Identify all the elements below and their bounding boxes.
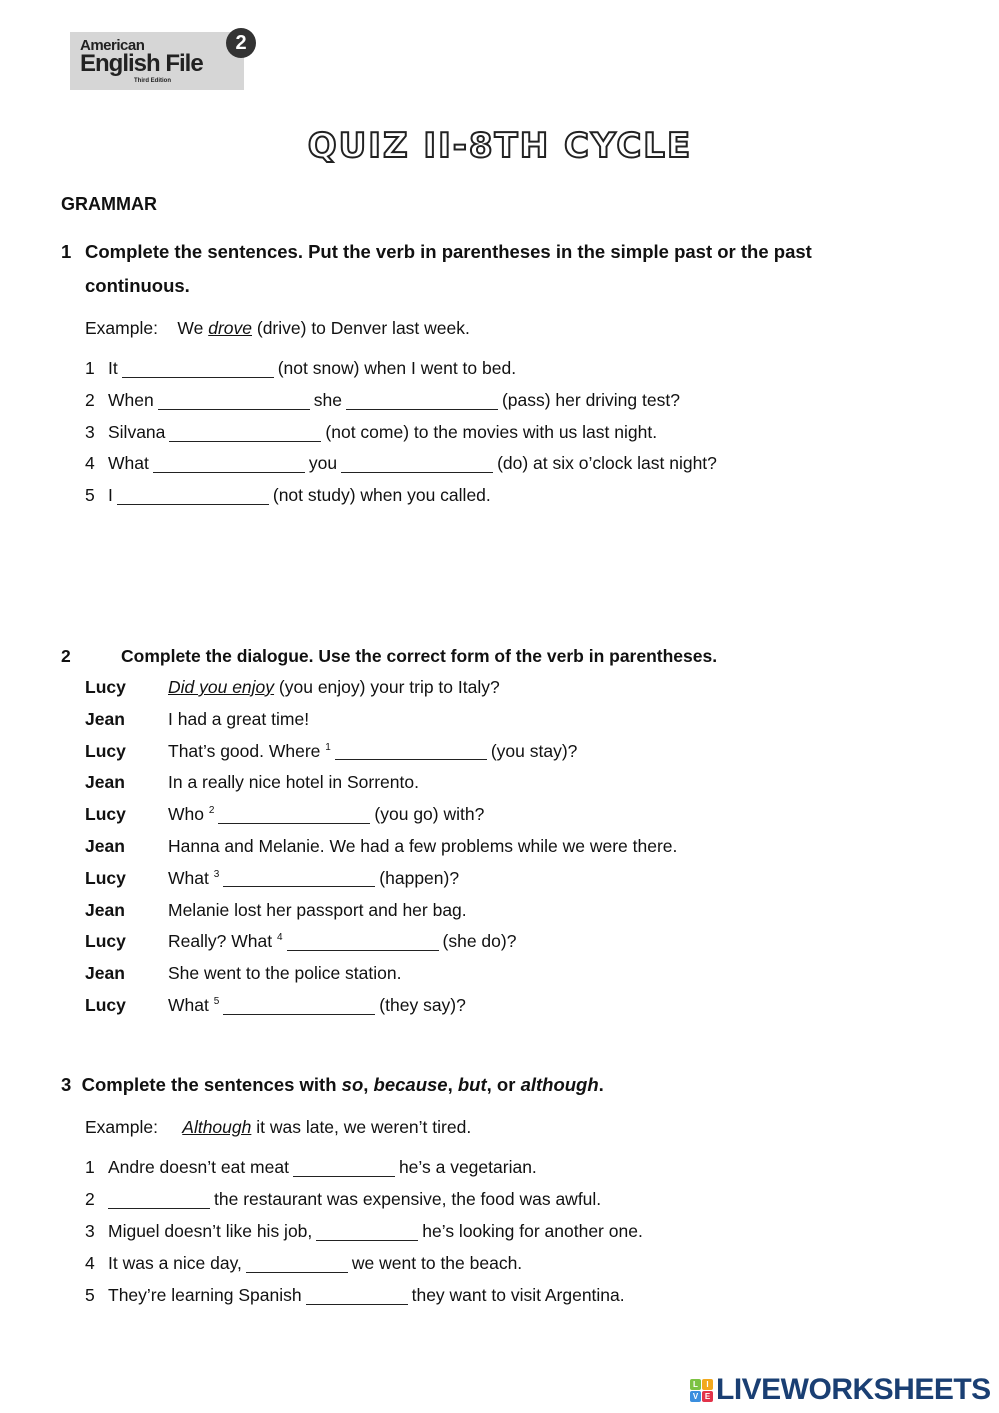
answer-blank[interactable] (108, 1192, 210, 1209)
answer-blank[interactable] (246, 1256, 348, 1273)
line-text: (you enjoy) your trip to Italy? (278, 677, 500, 697)
item-text: we went to the beach. (351, 1253, 523, 1273)
item-text: (not come) to the movies with us last night. (325, 422, 658, 442)
q3-item (0, 1253, 999, 1273)
word-option: because (373, 1074, 448, 1095)
item-text: the restaurant was expensive, the food was awful. (214, 1189, 602, 1209)
line-text: Melanie lost her passport and her bag. (168, 899, 467, 920)
level-bubble-icon: 2 (226, 28, 256, 58)
line-text: In a really nice hotel in Sorrento. (168, 772, 419, 793)
q1-item (0, 422, 999, 442)
example-answer: Although (182, 1117, 252, 1137)
item-text: Silvana (108, 422, 166, 442)
dialogue-line (0, 995, 999, 1015)
line-text: (she do)? (442, 931, 517, 952)
q2-number: 2 (61, 646, 71, 666)
item-number: 3 (213, 868, 220, 880)
dialogue-line (0, 931, 999, 951)
item-number: 4 (276, 932, 283, 944)
brand-name: LIVEWORKSHEETS (716, 1373, 991, 1406)
item-number: 5 (85, 1285, 95, 1305)
word-option: but (457, 1074, 487, 1095)
answer-blank[interactable] (153, 456, 305, 473)
answer-blank[interactable] (341, 456, 493, 473)
item-text: When (108, 390, 154, 410)
item-text: (do) at six o’clock last night? (497, 453, 717, 473)
item-number: 1 (85, 358, 95, 378)
item-number: 3 (85, 422, 95, 442)
item-text: I (108, 485, 113, 505)
q3-instruction: 3 Complete the sentences with so, because, but, or although. (61, 1074, 604, 1095)
example-text: We (177, 318, 204, 338)
logo-line1: American (80, 37, 145, 54)
logo-line2: English File (80, 50, 203, 77)
quiz-title: QUIZ II-8TH CYCLE (307, 126, 693, 166)
speaker: Jean (85, 772, 125, 793)
q3-item (0, 1189, 999, 1209)
word-option: so (341, 1074, 364, 1095)
example-text: (drive) to Denver last week. (256, 318, 470, 338)
answer-blank[interactable] (122, 361, 274, 378)
dialogue-line (0, 836, 999, 856)
item-text: What (108, 453, 149, 473)
answer-blank[interactable] (287, 934, 439, 951)
item-text: she (313, 390, 342, 410)
q1-item (0, 453, 999, 473)
item-number: 5 (85, 485, 95, 505)
speaker: Lucy (85, 677, 126, 697)
dialogue-line (0, 963, 999, 983)
dialogue-line (0, 900, 999, 920)
answer-blank[interactable] (335, 743, 487, 760)
item-text: he’s looking for another one. (422, 1221, 643, 1241)
answer-blank[interactable] (316, 1224, 418, 1241)
q3-number: 3 (61, 1074, 72, 1095)
line-text: (you stay)? (490, 740, 578, 761)
tile: E (702, 1391, 713, 1402)
q3-example (85, 1117, 471, 1138)
item-text: (pass) her driving test? (501, 390, 680, 410)
item-text: It (108, 358, 118, 378)
answer-blank[interactable] (169, 425, 321, 442)
line-text: (happen)? (379, 867, 460, 888)
tile: V (690, 1391, 701, 1402)
speaker: Jean (85, 899, 125, 920)
answer-blank[interactable] (158, 393, 310, 410)
q1-instruction: Complete the sentences. Put the verb in parentheses in the simple past or the past (85, 241, 812, 262)
q1-item (0, 358, 999, 378)
word-option: although (520, 1074, 599, 1095)
dialogue-line (0, 804, 999, 824)
tile: L (690, 1379, 701, 1390)
speaker: Lucy (85, 995, 126, 1015)
example-answer: drove (208, 318, 252, 338)
speaker: Jean (85, 963, 125, 984)
item-number: 4 (85, 1253, 95, 1273)
live-tiles-icon (690, 1379, 713, 1402)
speaker: Jean (85, 708, 125, 729)
item-number: 1 (85, 1157, 95, 1177)
speaker: Lucy (85, 740, 126, 761)
item-text: (not study) when you called. (272, 485, 491, 505)
speaker: Lucy (85, 931, 126, 952)
example-answer: Did you enjoy (168, 677, 275, 697)
q1-item (0, 485, 999, 505)
q3-item (0, 1157, 999, 1177)
speaker: Lucy (85, 867, 126, 888)
dialogue-line (0, 741, 999, 761)
line-text: I had a great time! (168, 708, 310, 729)
line-text: Who (168, 804, 204, 825)
logo-edition: Third Edition (134, 78, 171, 84)
q3-item (0, 1221, 999, 1241)
answer-blank[interactable] (223, 870, 375, 887)
answer-blank[interactable] (346, 393, 498, 410)
item-text: Miguel doesn’t like his job, (108, 1221, 313, 1241)
q2-instruction: Complete the dialogue. Use the correct form of the verb in parentheses. (121, 646, 718, 666)
dialogue-line (0, 868, 999, 888)
line-text: What (168, 867, 209, 888)
example-text: it was late, we weren’t tired. (256, 1117, 472, 1137)
dialogue-line (0, 677, 999, 697)
answer-blank[interactable] (293, 1160, 395, 1177)
item-number: 4 (85, 453, 95, 473)
speaker: Jean (85, 836, 125, 856)
item-number: 5 (213, 996, 220, 1008)
item-text: Andre doesn’t eat meat (108, 1157, 289, 1177)
instruction-text: or (496, 1074, 516, 1095)
item-text: They’re learning Spanish (108, 1285, 302, 1305)
line-text: Really? What (168, 931, 273, 952)
tile: I (702, 1379, 713, 1390)
item-number: 2 (208, 805, 215, 817)
section-heading: GRAMMAR (61, 194, 157, 214)
item-number: 2 (85, 390, 95, 410)
dialogue-line (0, 709, 999, 729)
item-text: he’s a vegetarian. (398, 1157, 537, 1177)
line-text: That’s good. Where (168, 740, 321, 761)
line-text: (you go) with? (374, 804, 485, 825)
answer-blank[interactable] (306, 1288, 408, 1305)
answer-blank[interactable] (218, 807, 370, 824)
q1-item (0, 390, 999, 410)
q1-number: 1 (61, 241, 72, 262)
q3-item (0, 1285, 999, 1305)
example-label: Example: (85, 1117, 158, 1137)
example-label: Example: (85, 318, 158, 338)
item-text: (not snow) when I went to bed. (277, 358, 517, 378)
line-text: What (168, 995, 209, 1015)
item-text: It was a nice day, (108, 1253, 242, 1273)
item-number: 2 (85, 1189, 95, 1209)
liveworksheets-logo (690, 1373, 991, 1407)
dialogue-line (0, 772, 999, 792)
line-text: Hanna and Melanie. We had a few problems while we were there. (168, 836, 678, 856)
instruction-text: Complete the sentences with (81, 1074, 337, 1095)
item-number: 1 (325, 741, 331, 753)
item-text: you (308, 453, 338, 473)
item-text: they want to visit Argentina. (411, 1285, 625, 1305)
answer-blank[interactable] (223, 998, 375, 1015)
american-english-file-logo (70, 32, 247, 90)
answer-blank[interactable] (117, 488, 269, 505)
q1-instruction-cont: continuous. (85, 275, 190, 296)
line-text: (they say)? (379, 995, 466, 1015)
item-number: 3 (85, 1221, 95, 1241)
q1-example (85, 318, 470, 339)
line-text: She went to the police station. (168, 963, 402, 984)
speaker: Lucy (85, 804, 126, 825)
